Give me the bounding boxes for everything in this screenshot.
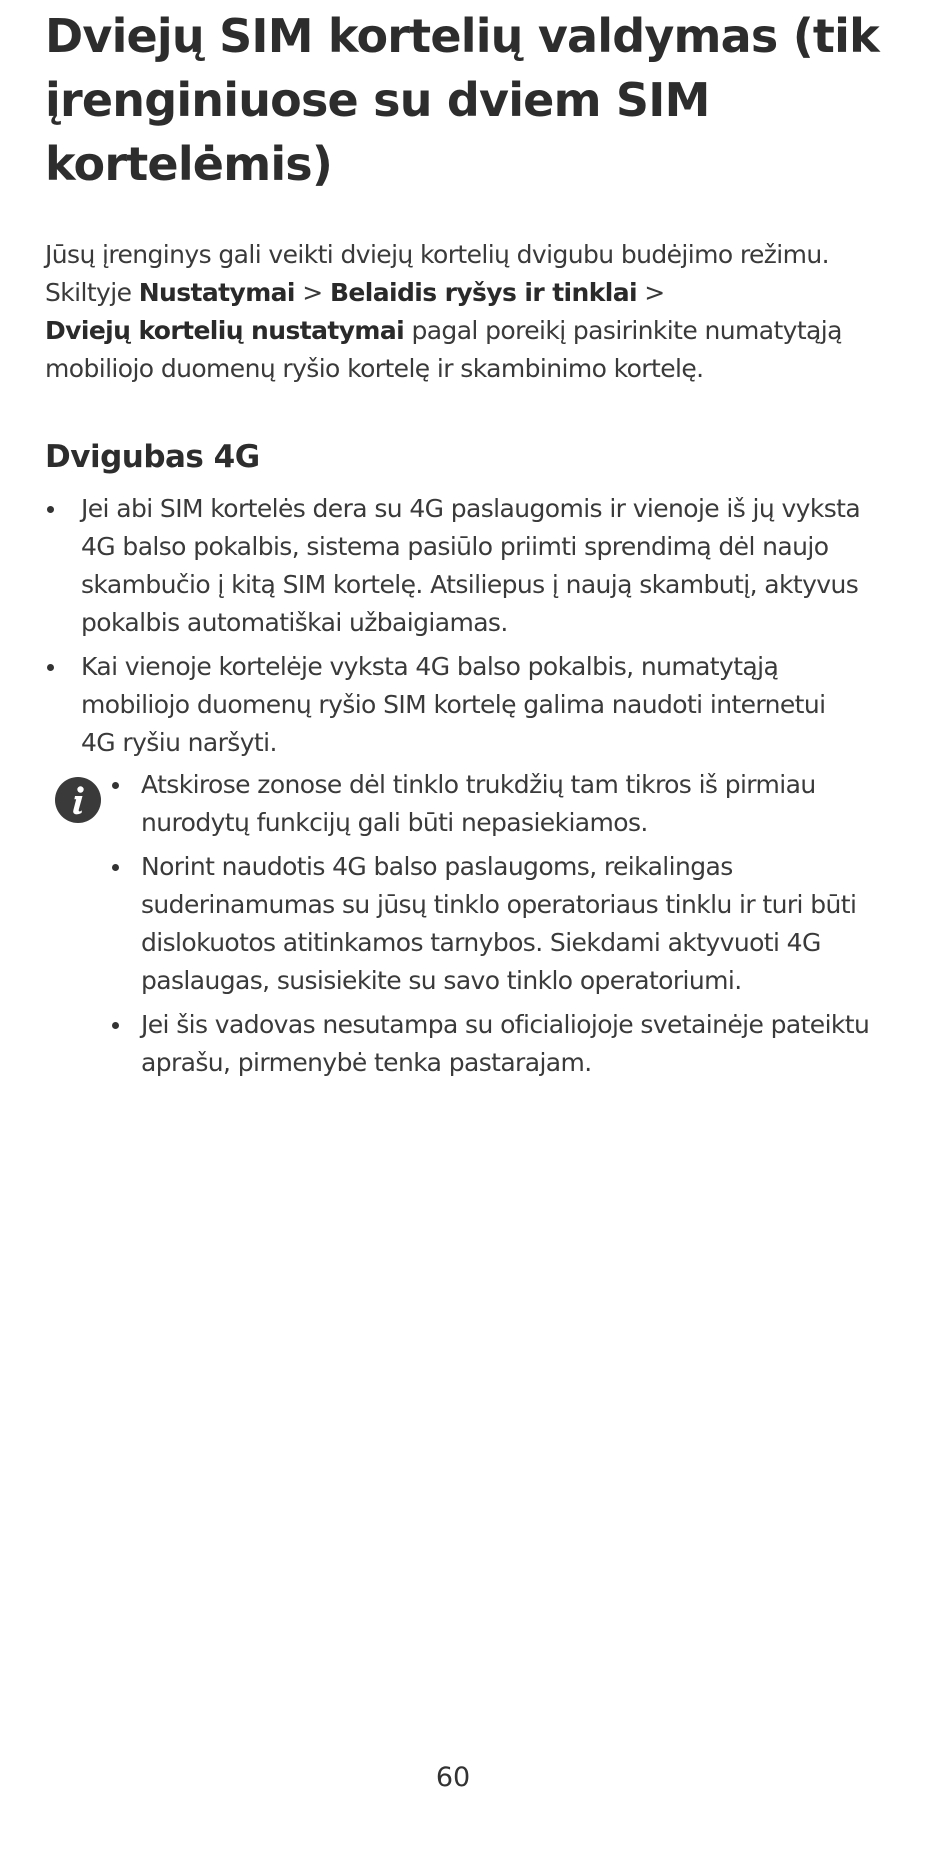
list-item xyxy=(45,490,865,642)
list-item xyxy=(105,1006,875,1082)
bullet-dot-icon xyxy=(112,864,119,871)
section-heading-dual-4g: Dvigubas 4G xyxy=(45,439,260,475)
note-item-text: Atskirose zonose dėl tinklo trukdžių tam tikros iš pirmiau nurodytų funkcijų gali būti nepasiekiamos. xyxy=(141,770,816,837)
menu-path-separator: > xyxy=(294,278,330,307)
note-bullet-list xyxy=(105,766,875,1088)
info-icon xyxy=(54,776,102,824)
bullet-dot-icon xyxy=(47,664,54,671)
intro-paragraph xyxy=(45,236,875,388)
list-item-text: Jei abi SIM kortelės dera su 4G paslaugomis ir vienoje iš jų vyksta 4G balso pokalbis, sistema pasiūlo priimti sprendimą dėl naujo skambučio į kitą SIM kortelę. Atsiliepus į naują skambutį, aktyvus pokalbis automatiškai užbaigiamas. xyxy=(81,494,861,637)
page-number: 60 xyxy=(435,1762,471,1793)
menu-path-dual-card-settings: Dviejų kortelių nustatymai xyxy=(45,316,405,345)
menu-path-settings: Nustatymai xyxy=(138,278,295,307)
menu-path-wireless-networks: Belaidis ryšys ir tinklai xyxy=(329,278,637,307)
bullet-dot-icon xyxy=(112,1022,119,1029)
menu-path-separator: > xyxy=(636,278,665,307)
bullet-dot-icon xyxy=(112,782,119,789)
dual-4g-bullet-list xyxy=(45,490,865,768)
list-item xyxy=(45,648,865,762)
intro-text-start: Jūsų įrenginys gali veikti dviejų kortelių dvigubu budėjimo režimu. Skiltyje xyxy=(45,240,829,307)
page-title: Dviejų SIM kortelių valdymas (tik įrenginiuose su dviem SIM kortelėmis) xyxy=(45,9,879,191)
note-item-text: Jei šis vadovas nesutampa su oficialiojoje svetainėje pateiktu aprašu, pirmenybė tenka pastarajam. xyxy=(141,1010,870,1077)
list-item xyxy=(105,766,875,842)
intro-text-end: pagal poreikį pasirinkite numatytąją mobiliojo duomenų ryšio kortelę ir skambinimo kortelę. xyxy=(45,316,842,383)
note-item-text: Norint naudotis 4G balso paslaugoms, reikalingas suderinamumas su jūsų tinklo operatoriaus tinklu ir turi būti dislokuotos atitinkamos tarnybos. Siekdami aktyvuoti 4G paslaugas, susisiekite su savo tinklo operatoriumi. xyxy=(141,852,857,995)
list-item-text: Kai vienoje kortelėje vyksta 4G balso pokalbis, numatytąją mobiliojo duomenų ryšio SIM kortelę galima naudoti internetui 4G ryšiu naršyti. xyxy=(81,652,826,757)
bullet-dot-icon xyxy=(47,506,54,513)
list-item xyxy=(105,848,875,1000)
